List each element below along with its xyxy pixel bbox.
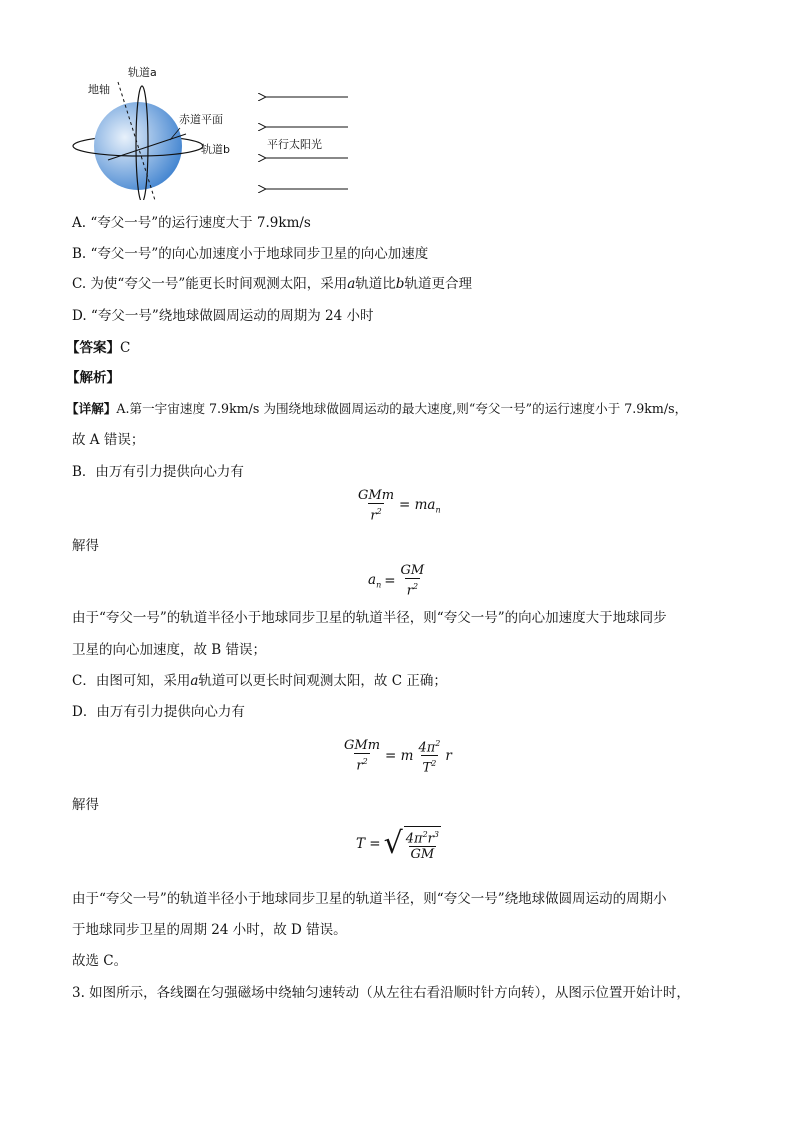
option-b: B. “夸父一号”的向心加速度小于地球同步卫星的向心加速度 [72,246,429,262]
analysis-p10: 由于“夸父一号”的轨道半径小于地球同步卫星的轨道半径，则“夸父一号”绕地球做圆周运动的周期小 [72,891,667,907]
answer-value: C [120,340,131,356]
analysis-p8: D．由万有引力提供向心力有 [72,704,245,720]
eq4-lhs: T = [356,836,381,853]
equation-4 [356,826,441,862]
eq3-tail: r [445,747,452,764]
equation-3 [342,736,452,776]
analysis-p3: B．由万有引力提供向心力有 [72,464,244,480]
eq4-fraction: $\frac{4\pi^2r^3}{GM}$ [404,826,441,862]
analysis-p5: 由于“夸父一号”的轨道半径小于地球同步卫星的轨道半径，则“夸父一号”的向心加速度大于地球同步 [72,610,667,626]
eq1-rhs: = $ma_n$ [399,496,441,515]
next-question: 3. 如图所示，各线圈在匀强磁场中绕轴匀速转动（从左往右看沿顺时针方向转），从图示位置开始计时， [72,985,690,1001]
analysis-tag: 【解析】 [66,370,120,386]
option-c-a: a [347,276,356,292]
label-orbit-a: 轨道a [128,66,157,79]
analysis-p2: 故 A 错误； [72,432,145,448]
answer-tag: 【答案】 [66,340,120,356]
equation-2 [368,563,426,598]
eq3-fraction-1: $\frac{\text{GMm}}{r^2}$ [344,738,381,774]
option-c-pre: C. 为使“夸父一号”能更长时间观测太阳，采用 [72,276,348,292]
eq3-fraction-2: $\frac{4\pi^2}{T^2}$ [418,739,441,776]
label-parallel-sunlight: 平行太阳光 [267,138,322,151]
eq2-lhs: $a_n$ [368,571,382,590]
analysis-p1-text: A.第一宇宙速度 7.9km/s 为围绕地球做圆周运动的最大速度,则“夸父一号”的运行速度小于 7.9km/s， [116,401,688,416]
analysis-p6: 卫星的向心加速度，故 B 错误； [72,642,267,658]
eq1-denominator: $r^2$ [368,503,383,523]
detail-tag: 【详解】 [66,401,117,416]
eq1-fraction [356,488,396,523]
equation-1 [356,488,441,523]
analysis-p12: 故选 C。 [72,953,128,969]
orbit-diagram [68,60,368,200]
label-orbit-b: 轨道b [201,143,230,156]
label-equator-plane: 赤道平面 [179,113,223,126]
option-c-b: b [395,276,405,292]
analysis-p11: 于地球同步卫星的周期 24 小时，故 D 错误。 [72,922,347,938]
option-a: A. “夸父一号”的运行速度大于 7.9km/s [72,215,311,231]
eq2-fraction [399,563,427,598]
eq3-mid: = m [385,747,414,764]
analysis-p1 [66,399,687,419]
option-c-post: 轨道更合理 [404,276,472,292]
eq1-numerator: GMm [358,488,395,503]
eq2-equals: = [384,572,396,589]
option-c [72,274,472,294]
option-d: D. “夸父一号”绕地球做圆周运动的周期为 24 小时 [72,308,374,324]
label-earth-axis: 地轴 [88,83,110,96]
analysis-p9: 解得 [72,797,99,813]
option-c-mid: 轨道比 [355,276,396,292]
eq2-numerator: GM [400,563,425,578]
analysis-p7: C．由图可知，采用a轨道可以更长时间观测太阳，故 C 正确； [72,673,447,689]
sqrt-icon: √ [383,826,403,862]
eq2-denominator: $r^2$ [405,578,420,598]
analysis-p4: 解得 [72,538,99,554]
answer-line [66,338,130,358]
